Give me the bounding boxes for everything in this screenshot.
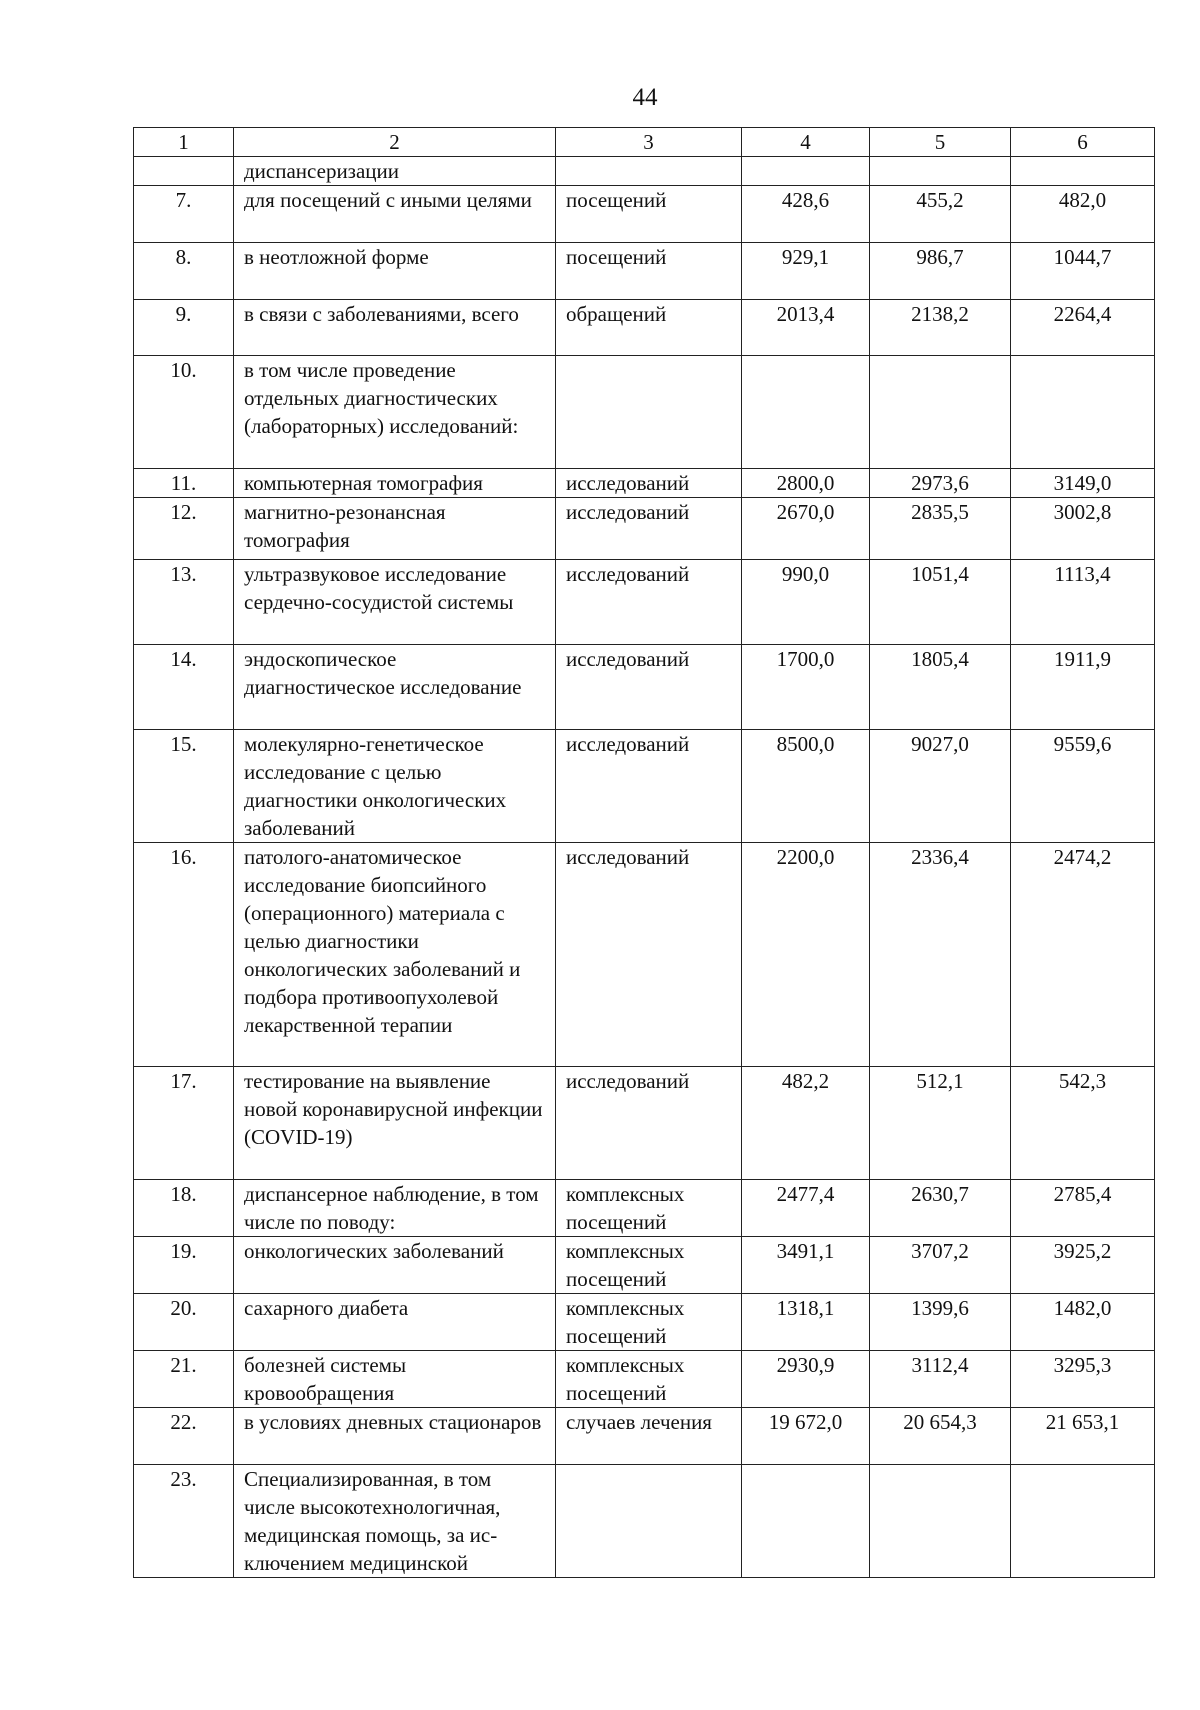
row-unit [556,356,742,469]
table-row [134,1351,1155,1408]
value-col6: 1482,0 [1011,1294,1155,1351]
value-col6: 3149,0 [1011,469,1155,498]
row-name: магнитно-резонансная томография [234,498,556,560]
row-number: 19. [134,1237,234,1294]
row-number: 12. [134,498,234,560]
column-header: 5 [870,128,1011,157]
value-col5: 2336,4 [870,843,1011,1067]
table-row [134,1294,1155,1351]
table-row [134,300,1155,356]
row-name: молекулярно-генетическое исследование с целью диагностики онкологических заболеваний [234,730,556,843]
value-col6: 3925,2 [1011,1237,1155,1294]
row-name: болезней системы кровообращения [234,1351,556,1408]
value-col5: 20 654,3 [870,1408,1011,1465]
value-col4: 1318,1 [742,1294,870,1351]
row-unit: случаев лечения [556,1408,742,1465]
row-number: 18. [134,1180,234,1237]
table-row [134,560,1155,645]
row-number: 8. [134,243,234,300]
row-unit: исследований [556,498,742,560]
value-col5: 2835,5 [870,498,1011,560]
column-header: 2 [234,128,556,157]
row-name: ультразвуковое исследование сердечно-сосудистой системы [234,560,556,645]
row-number [134,157,234,186]
row-unit: исследований [556,1067,742,1180]
table-row [134,1180,1155,1237]
row-number: 13. [134,560,234,645]
row-name: в связи с заболеваниями, всего [234,300,556,356]
row-unit: комплексных посещений [556,1351,742,1408]
value-col6 [1011,1465,1155,1578]
value-col5 [870,1465,1011,1578]
row-unit: комплексных посещений [556,1180,742,1237]
row-number: 21. [134,1351,234,1408]
row-name: диспансеризации [234,157,556,186]
value-col5: 986,7 [870,243,1011,300]
value-col6: 2785,4 [1011,1180,1155,1237]
column-header: 4 [742,128,870,157]
table-row [134,157,1155,186]
value-col6: 542,3 [1011,1067,1155,1180]
row-number: 14. [134,645,234,730]
value-col4: 2477,4 [742,1180,870,1237]
value-col4: 19 672,0 [742,1408,870,1465]
row-unit: посещений [556,243,742,300]
value-col5: 1805,4 [870,645,1011,730]
value-col5: 9027,0 [870,730,1011,843]
row-unit: исследований [556,469,742,498]
value-col4: 2013,4 [742,300,870,356]
row-number: 9. [134,300,234,356]
table-row [134,730,1155,843]
row-name: для посещений с иными целями [234,186,556,243]
row-name: Специализированная, в том числе высокотехнологичная, медицинская помощь, за ис-ключением медицинской [234,1465,556,1578]
value-col6: 3002,8 [1011,498,1155,560]
row-number: 16. [134,843,234,1067]
value-col4: 990,0 [742,560,870,645]
table-row [134,1237,1155,1294]
table-row [134,243,1155,300]
row-name: сахарного диабета [234,1294,556,1351]
value-col5: 1399,6 [870,1294,1011,1351]
value-col5 [870,157,1011,186]
table-body [134,157,1155,1578]
value-col4: 2670,0 [742,498,870,560]
row-unit: исследований [556,560,742,645]
row-number: 20. [134,1294,234,1351]
table-row [134,498,1155,560]
row-name: в условиях дневных стационаров [234,1408,556,1465]
row-number: 10. [134,356,234,469]
value-col6: 9559,6 [1011,730,1155,843]
table-row [134,1465,1155,1578]
value-col6: 482,0 [1011,186,1155,243]
row-name: тестирование на выявление новой коронавирусной инфекции (COVID-19) [234,1067,556,1180]
table-row [134,469,1155,498]
table-row [134,356,1155,469]
row-unit [556,157,742,186]
value-col4: 2930,9 [742,1351,870,1408]
table-row [134,186,1155,243]
row-name: диспансерное наблюдение, в том числе по поводу: [234,1180,556,1237]
row-name: онкологических заболеваний [234,1237,556,1294]
value-col5: 3707,2 [870,1237,1011,1294]
value-col4 [742,1465,870,1578]
table-row [134,1408,1155,1465]
row-unit: обращений [556,300,742,356]
value-col4: 929,1 [742,243,870,300]
value-col4: 2200,0 [742,843,870,1067]
value-col4: 1700,0 [742,645,870,730]
value-col4: 2800,0 [742,469,870,498]
row-unit: комплексных посещений [556,1294,742,1351]
value-col6: 2264,4 [1011,300,1155,356]
table-row [134,1067,1155,1180]
value-col4: 3491,1 [742,1237,870,1294]
column-header: 6 [1011,128,1155,157]
value-col6: 3295,3 [1011,1351,1155,1408]
row-name: патолого-анатомическое исследование биопсийного (операционного) материала с целью диагностики онкологических заболеваний и подбора противоопухолевой лекарственной терапии [234,843,556,1067]
table-header-row [134,128,1155,157]
row-number: 15. [134,730,234,843]
row-name: эндоскопическое диагностическое исследование [234,645,556,730]
row-name: в том числе проведение отдельных диагностических (лабораторных) исследований: [234,356,556,469]
value-col6: 21 653,1 [1011,1408,1155,1465]
value-col5: 455,2 [870,186,1011,243]
row-unit: комплексных посещений [556,1237,742,1294]
value-col6: 1044,7 [1011,243,1155,300]
table-row [134,645,1155,730]
page-number: 44 [632,84,658,111]
row-name: в неотложной форме [234,243,556,300]
value-col6 [1011,356,1155,469]
value-col4 [742,356,870,469]
value-col4: 428,6 [742,186,870,243]
value-col5: 2630,7 [870,1180,1011,1237]
value-col5: 1051,4 [870,560,1011,645]
data-table [133,127,1155,1578]
row-number: 11. [134,469,234,498]
row-unit: исследований [556,730,742,843]
row-name: компьютерная томография [234,469,556,498]
value-col4 [742,157,870,186]
value-col6: 1911,9 [1011,645,1155,730]
value-col4: 482,2 [742,1067,870,1180]
column-header: 1 [134,128,234,157]
row-unit: исследований [556,843,742,1067]
row-unit: посещений [556,186,742,243]
column-header: 3 [556,128,742,157]
row-number: 22. [134,1408,234,1465]
value-col6: 1113,4 [1011,560,1155,645]
table-row [134,843,1155,1067]
row-number: 7. [134,186,234,243]
value-col6: 2474,2 [1011,843,1155,1067]
value-col5: 2138,2 [870,300,1011,356]
value-col5 [870,356,1011,469]
row-number: 23. [134,1465,234,1578]
value-col5: 512,1 [870,1067,1011,1180]
row-unit [556,1465,742,1578]
row-unit: исследований [556,645,742,730]
value-col5: 2973,6 [870,469,1011,498]
value-col4: 8500,0 [742,730,870,843]
value-col6 [1011,157,1155,186]
row-number: 17. [134,1067,234,1180]
value-col5: 3112,4 [870,1351,1011,1408]
